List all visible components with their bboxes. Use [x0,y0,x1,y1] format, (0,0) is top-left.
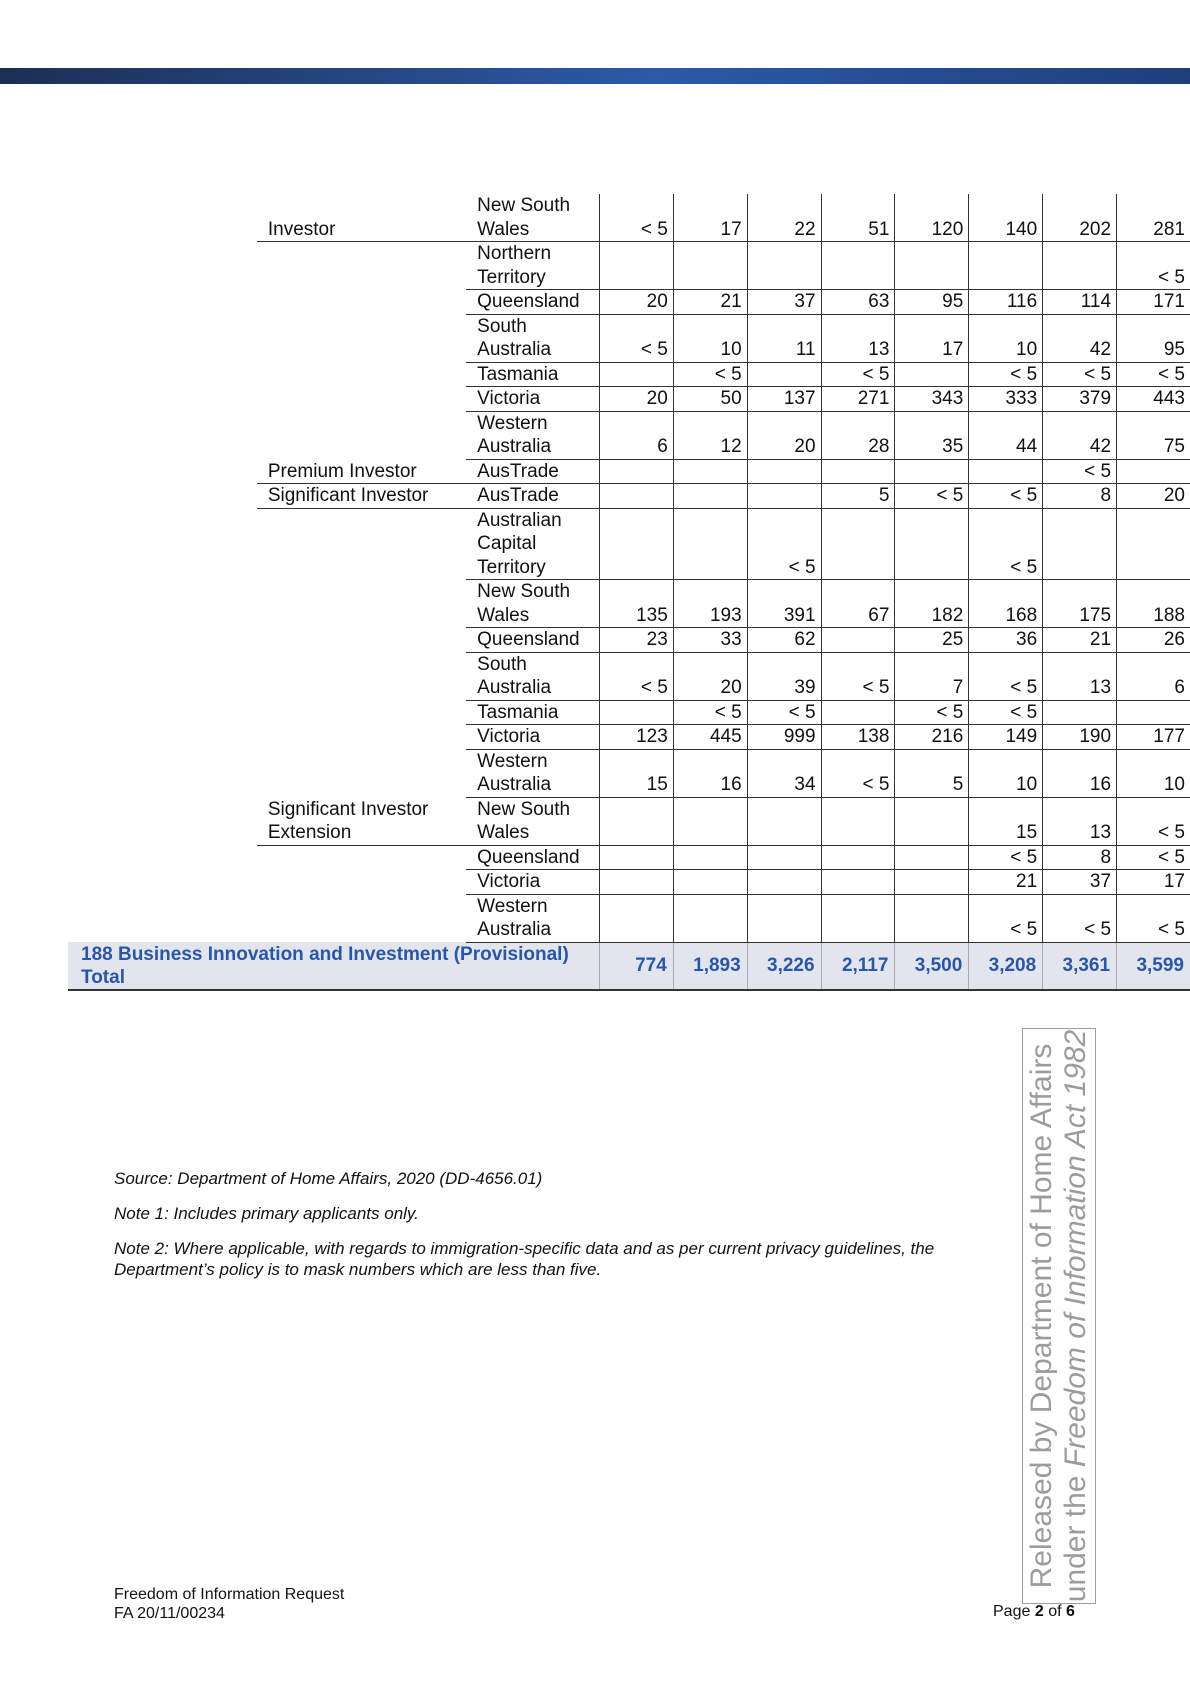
table-row [68,362,1190,387]
row-value: 50 [673,387,747,412]
row-value: 443 [1117,387,1190,412]
table-row [68,508,1190,580]
row-value: < 5 [969,700,1043,725]
row-value: 11 [747,314,821,362]
row-category [257,652,466,700]
row-value: 10 [1117,749,1190,797]
row-value: 25 [895,628,969,653]
row-value [600,700,674,725]
foi-release-stamp [1022,1028,1096,1604]
total-row [68,942,1190,990]
footer-title: Freedom of Information Request [114,1586,345,1603]
row-value: 10 [969,749,1043,797]
stamp-line-1: Released by Department of Home Affairs [1025,1043,1058,1589]
table-row [68,797,1190,845]
row-spacer [68,194,257,242]
row-state: Victoria [466,387,599,412]
row-value: 168 [969,580,1043,628]
row-spacer [68,290,257,315]
row-value: 21 [1043,628,1117,653]
row-value: < 5 [821,652,895,700]
row-value [747,459,821,484]
stamp-line-2-act: Freedom of Information Act 1982 [1059,1029,1092,1468]
stamp-text [1025,1029,1093,1603]
row-value: < 5 [673,362,747,387]
row-value: 171 [1117,290,1190,315]
row-state: Queensland [466,290,599,315]
row-value [600,797,674,845]
row-state: Australian Capital Territory [466,508,599,580]
table-row [68,845,1190,870]
row-value [1117,700,1190,725]
row-value: 37 [747,290,821,315]
total-value: 3,208 [969,942,1043,990]
row-value: 16 [673,749,747,797]
row-value [821,845,895,870]
row-value: 20 [600,387,674,412]
row-category [257,242,466,290]
row-value [895,362,969,387]
row-category [257,628,466,653]
row-value: 343 [895,387,969,412]
row-category [257,411,466,459]
row-value [969,242,1043,290]
row-value [747,845,821,870]
row-value: < 5 [821,749,895,797]
row-value: 13 [1043,797,1117,845]
row-value: 445 [673,725,747,750]
row-value: < 5 [969,484,1043,509]
row-value: 10 [969,314,1043,362]
row-state: Northern Territory [466,242,599,290]
row-value: 271 [821,387,895,412]
row-spacer [68,314,257,362]
row-value: 23 [600,628,674,653]
row-state: Western Australia [466,749,599,797]
row-value [747,870,821,895]
row-value [673,845,747,870]
row-value [600,845,674,870]
row-spacer [68,362,257,387]
row-value: 5 [821,484,895,509]
row-state: Victoria [466,725,599,750]
row-value: 16 [1043,749,1117,797]
row-value: 116 [969,290,1043,315]
row-category [257,314,466,362]
table-row [68,725,1190,750]
row-value [821,797,895,845]
row-value: 33 [673,628,747,653]
row-value: 13 [1043,652,1117,700]
row-value: 95 [895,290,969,315]
row-value: 63 [821,290,895,315]
row-state: Queensland [466,628,599,653]
row-value [895,508,969,580]
row-value: 26 [1117,628,1190,653]
row-value [821,242,895,290]
row-state: New South Wales [466,797,599,845]
table-row [68,700,1190,725]
row-value: < 5 [895,484,969,509]
row-value [600,894,674,942]
row-value: < 5 [969,652,1043,700]
row-value: < 5 [600,194,674,242]
row-value [821,628,895,653]
row-state: New South Wales [466,194,599,242]
row-category: Significant Investor [257,484,466,509]
row-state: Victoria [466,870,599,895]
row-value: 35 [895,411,969,459]
row-category [257,870,466,895]
row-value: 8 [1043,845,1117,870]
row-value: 149 [969,725,1043,750]
row-value: < 5 [673,700,747,725]
total-value: 774 [600,942,674,990]
row-value: < 5 [1043,362,1117,387]
row-value [1117,459,1190,484]
row-value: 188 [1117,580,1190,628]
row-value: 22 [747,194,821,242]
row-value [1043,508,1117,580]
row-category: Premium Investor [257,459,466,484]
note-1: Note 1: Includes primary applicants only. [114,1204,419,1223]
row-value: 17 [895,314,969,362]
row-state: New South Wales [466,580,599,628]
page-current: 2 [1034,1603,1044,1620]
row-value [1043,700,1117,725]
row-category [257,749,466,797]
total-value: 3,500 [895,942,969,990]
row-spacer [68,508,257,580]
row-spacer [68,242,257,290]
footer-request [114,1585,344,1623]
page-of: of [1048,1603,1062,1620]
row-category [257,700,466,725]
row-value: 123 [600,725,674,750]
row-value: 15 [969,797,1043,845]
table-row [68,314,1190,362]
row-category [257,580,466,628]
row-value [821,894,895,942]
row-value: 379 [1043,387,1117,412]
row-value: 177 [1117,725,1190,750]
page-total: 6 [1065,1603,1075,1620]
row-value: 114 [1043,290,1117,315]
row-value: 281 [1117,194,1190,242]
row-value: 138 [821,725,895,750]
row-value: 44 [969,411,1043,459]
total-value: 1,893 [673,942,747,990]
row-value: 36 [969,628,1043,653]
total-label: 188 Business Innovation and Investment (Provisional) Total [68,942,600,990]
row-value: 20 [673,652,747,700]
row-spacer [68,628,257,653]
row-value: 6 [600,411,674,459]
row-value: < 5 [747,700,821,725]
row-value: 34 [747,749,821,797]
row-value: 182 [895,580,969,628]
row-value: 10 [673,314,747,362]
row-value [1043,242,1117,290]
row-value [600,484,674,509]
header-bar [0,68,1190,84]
stamp-line-2-prefix: under the [1059,1475,1092,1603]
table-row [68,459,1190,484]
total-value: 3,361 [1043,942,1117,990]
source-note: Source: Department of Home Affairs, 2020 (DD-4656.01) [114,1169,543,1188]
row-value: 13 [821,314,895,362]
row-value: 6 [1117,652,1190,700]
row-value: 5 [895,749,969,797]
row-spacer [68,580,257,628]
row-state: Tasmania [466,700,599,725]
row-spacer [68,459,257,484]
row-value: 190 [1043,725,1117,750]
row-value: 140 [969,194,1043,242]
row-state: Western Australia [466,894,599,942]
row-state: South Australia [466,652,599,700]
row-value: 120 [895,194,969,242]
row-value: < 5 [1043,894,1117,942]
table-row [68,194,1190,242]
table-row [68,484,1190,509]
row-state: AusTrade [466,484,599,509]
row-spacer [68,797,257,845]
row-value [821,459,895,484]
row-spacer [68,652,257,700]
row-value [821,508,895,580]
row-value [600,242,674,290]
row-value [895,242,969,290]
footer-reference: FA 20/11/00234 [114,1605,225,1622]
row-value [673,894,747,942]
row-value [673,484,747,509]
row-spacer [68,411,257,459]
row-value: 42 [1043,411,1117,459]
row-category [257,290,466,315]
table-row [68,580,1190,628]
row-value: 75 [1117,411,1190,459]
row-spacer [68,845,257,870]
row-value: 62 [747,628,821,653]
row-value: 95 [1117,314,1190,362]
row-value: 7 [895,652,969,700]
row-value: 193 [673,580,747,628]
row-value [895,870,969,895]
row-value [600,459,674,484]
row-value: < 5 [969,508,1043,580]
row-value: 135 [600,580,674,628]
page-number [993,1603,1075,1621]
row-state: South Australia [466,314,599,362]
row-value: 391 [747,580,821,628]
row-value [747,894,821,942]
row-value: < 5 [969,894,1043,942]
row-value: < 5 [1043,459,1117,484]
table-row [68,411,1190,459]
row-value: 8 [1043,484,1117,509]
note-2: Note 2: Where applicable, with regards to immigration-specific data and as per current privacy guidelines, the Department’s policy is to mask numbers which are less than five. [114,1239,935,1279]
table-row [68,652,1190,700]
row-category [257,894,466,942]
row-value: 999 [747,725,821,750]
row-value [1117,508,1190,580]
row-value [673,459,747,484]
row-value: 20 [1117,484,1190,509]
row-value: < 5 [969,845,1043,870]
row-spacer [68,700,257,725]
row-category: Investor [257,194,466,242]
row-state: Western Australia [466,411,599,459]
row-value: < 5 [600,652,674,700]
row-state: Queensland [466,845,599,870]
row-value [895,797,969,845]
row-category: Significant Investor Extension [257,797,466,845]
row-value [895,894,969,942]
row-category [257,362,466,387]
row-value [821,870,895,895]
row-spacer [68,870,257,895]
row-spacer [68,749,257,797]
row-value: 37 [1043,870,1117,895]
row-value [673,242,747,290]
row-value: 39 [747,652,821,700]
table-row [68,894,1190,942]
total-value: 2,117 [821,942,895,990]
row-category [257,508,466,580]
row-value [673,797,747,845]
row-value: 17 [673,194,747,242]
row-value: 21 [969,870,1043,895]
data-table [68,194,1190,991]
row-value [600,362,674,387]
row-value [600,508,674,580]
row-value [895,845,969,870]
row-value: 20 [600,290,674,315]
row-value: 67 [821,580,895,628]
table-row [68,290,1190,315]
row-value [747,362,821,387]
table-row [68,870,1190,895]
row-spacer [68,484,257,509]
row-value: < 5 [1117,242,1190,290]
notes [114,1168,1014,1294]
total-value: 3,226 [747,942,821,990]
row-value: < 5 [1117,845,1190,870]
row-value [747,484,821,509]
row-value: < 5 [969,362,1043,387]
row-state: Tasmania [466,362,599,387]
row-category [257,387,466,412]
row-value: 12 [673,411,747,459]
row-value: 202 [1043,194,1117,242]
table-row [68,387,1190,412]
row-state: AusTrade [466,459,599,484]
row-value: < 5 [747,508,821,580]
row-value: 216 [895,725,969,750]
row-value: < 5 [600,314,674,362]
row-value [895,459,969,484]
page-prefix: Page [993,1603,1031,1620]
row-category [257,845,466,870]
row-value: 137 [747,387,821,412]
row-value [747,797,821,845]
row-value [821,700,895,725]
row-value [673,508,747,580]
row-spacer [68,387,257,412]
row-value: 20 [747,411,821,459]
row-value: < 5 [821,362,895,387]
row-value [673,870,747,895]
row-value: < 5 [1117,362,1190,387]
row-value: 17 [1117,870,1190,895]
row-value: 42 [1043,314,1117,362]
row-value: < 5 [1117,894,1190,942]
row-value: 15 [600,749,674,797]
row-value [600,870,674,895]
row-value: 333 [969,387,1043,412]
row-value: 51 [821,194,895,242]
row-value [969,459,1043,484]
row-value: 21 [673,290,747,315]
row-value [747,242,821,290]
row-spacer [68,725,257,750]
row-value: < 5 [895,700,969,725]
row-spacer [68,894,257,942]
total-value: 3,599 [1117,942,1190,990]
row-value: 175 [1043,580,1117,628]
row-value: 28 [821,411,895,459]
stamp-line-2 [1059,1029,1093,1603]
table-row [68,242,1190,290]
table-row [68,628,1190,653]
row-category [257,725,466,750]
row-value: < 5 [1117,797,1190,845]
table-row [68,749,1190,797]
